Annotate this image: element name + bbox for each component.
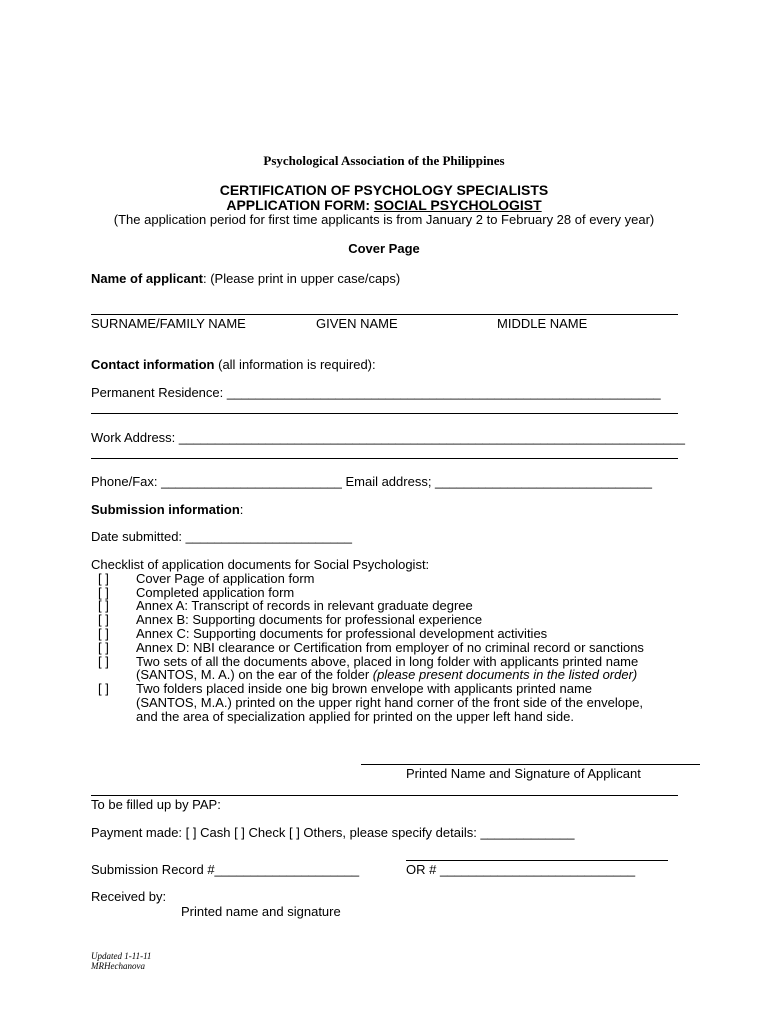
payment-made-field[interactable]: Payment made: [ ] Cash [ ] Check [ ] Others, please specify details: _____________ [91, 825, 575, 840]
name-of-applicant-label [91, 271, 400, 286]
checklist-item-label: Cover Page of application form [136, 571, 315, 586]
author-initials: MRHechanova [91, 961, 145, 971]
checkbox[interactable]: [ ] [98, 612, 109, 627]
printed-name-signature-caption: Printed name and signature [181, 904, 341, 919]
checkbox[interactable]: [ ] [98, 654, 109, 669]
surname-column-label: SURNAME/FAMILY NAME [91, 316, 246, 331]
checkbox[interactable]: [ ] [98, 640, 109, 655]
date-submitted-field[interactable]: Date submitted: _______________________ [91, 529, 352, 544]
organization-name: Psychological Association of the Philippines [263, 153, 505, 168]
submission-record-field[interactable]: Submission Record #____________________ [91, 862, 360, 877]
checklist-item-label: Annex D: NBI clearance or Certification from employer of no criminal record or sanctions [136, 640, 644, 655]
checklist-item-label: Completed application form [136, 585, 295, 600]
form-subtitle [0, 197, 768, 213]
work-address-field[interactable]: Work Address: ______________________________________________________________________ [91, 430, 686, 445]
form-title: CERTIFICATION OF PSYCHOLOGY SPECIALISTS [219, 182, 549, 198]
phone-email-field[interactable]: Phone/Fax: _________________________ Email address; ______________________________ [91, 474, 652, 489]
name-entry-line[interactable] [91, 314, 678, 315]
checkbox[interactable]: [ ] [98, 598, 109, 613]
checklist-item-continuation [136, 667, 637, 682]
updated-date: Updated 1-11-11 [91, 951, 152, 961]
given-name-column-label: GIVEN NAME [316, 316, 398, 331]
checkbox[interactable]: [ ] [98, 585, 109, 600]
signature-caption: Printed Name and Signature of Applicant [406, 766, 641, 781]
received-by-label: Received by: [91, 889, 167, 904]
pap-blank-line[interactable] [406, 860, 668, 861]
contact-note: (all information is required): [214, 357, 376, 372]
contact-information-label [91, 357, 376, 372]
checklist-item-continuation: and the area of specialization applied for printed on the upper left hand side. [136, 709, 574, 724]
submission-colon: : [239, 502, 244, 517]
pap-section-label: To be filled up by PAP: [91, 797, 221, 812]
specialty-name: SOCIAL PSYCHOLOGIST [373, 197, 542, 213]
name-label: Name of applicant [91, 271, 203, 286]
application-period-note: (The application period for first time applicants is from January 2 to February 28 of every year) [113, 212, 655, 227]
middle-name-column-label: MIDDLE NAME [497, 316, 588, 331]
checkbox[interactable]: [ ] [98, 681, 109, 696]
section-divider [91, 795, 678, 796]
work-address-line-2[interactable] [91, 458, 678, 459]
signature-line[interactable] [361, 764, 700, 765]
checklist-title: Checklist of application documents for Social Psychologist: [91, 557, 430, 572]
checklist-item-label: (SANTOS, M. A.) on the ear of the folder [136, 667, 373, 682]
checklist-item-label: Two folders placed inside one big brown envelope with applicants printed name [136, 681, 593, 696]
checklist-item-label: Annex C: Supporting documents for professional development activities [136, 626, 548, 641]
form-subtitle-prefix: APPLICATION FORM: [226, 197, 374, 213]
permanent-residence-line-2[interactable] [91, 413, 678, 414]
permanent-residence-field[interactable]: Permanent Residence: ____________________________________________________________ [91, 385, 661, 400]
cover-page-heading: Cover Page [348, 241, 420, 256]
checklist-item-label: Two sets of all the documents above, placed in long folder with applicants printed name [136, 654, 639, 669]
submission-information-label [91, 502, 243, 517]
submission-label: Submission information [91, 502, 240, 517]
checkbox[interactable]: [ ] [98, 571, 109, 586]
checklist-item-label: Annex B: Supporting documents for professional experience [136, 612, 483, 627]
checkbox[interactable]: [ ] [98, 626, 109, 641]
checklist-item-continuation: (SANTOS, M.A.) printed on the upper right hand corner of the front side of the envelope, [136, 695, 644, 710]
checklist-item-note: (please present documents in the listed order) [372, 667, 638, 682]
name-instruction: : (Please print in upper case/caps) [202, 271, 401, 286]
checklist-item-label: Annex A: Transcript of records in relevant graduate degree [136, 598, 473, 613]
or-number-field[interactable]: OR # ___________________________ [406, 862, 636, 877]
contact-label: Contact information [91, 357, 215, 372]
